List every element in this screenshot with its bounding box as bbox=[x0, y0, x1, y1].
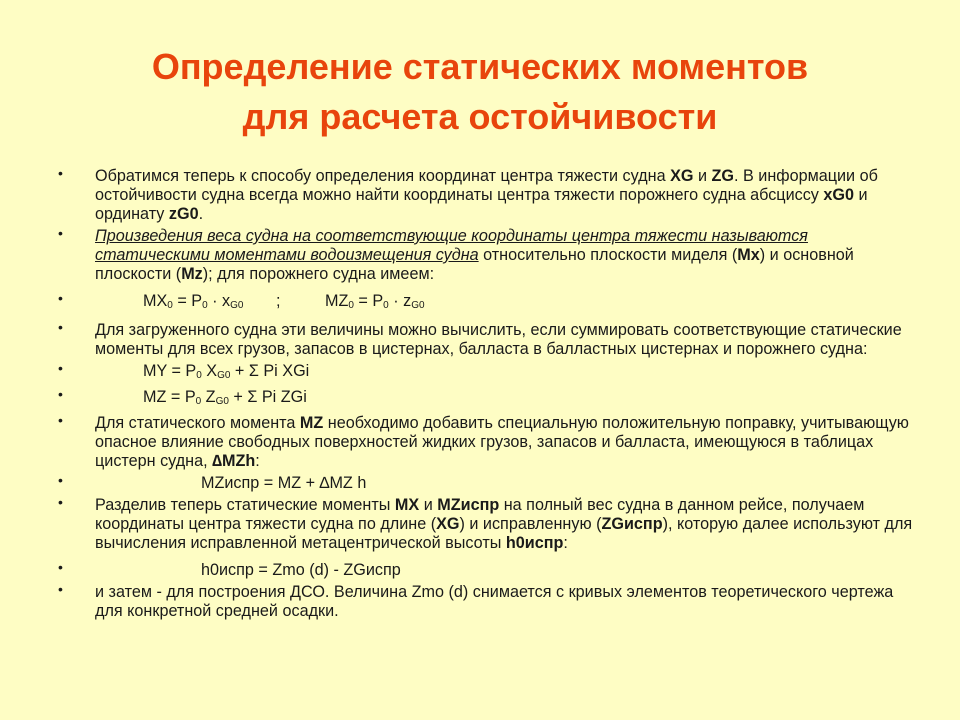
subscript: 0 bbox=[195, 396, 202, 407]
term-h0-corrected: h0испр bbox=[505, 534, 564, 552]
subscript: G0 bbox=[215, 396, 229, 407]
term-mz-corrected: MZиспр bbox=[437, 496, 500, 514]
text: и затем - для построения ДСО. Величина Zmo (d) снимается с кривых элементов теоретического чертежа для конкретной средней осадки. bbox=[95, 583, 894, 620]
term-dmzh: ∆MZh bbox=[212, 452, 256, 470]
formula-empty-ship bbox=[58, 287, 918, 315]
bullet-list bbox=[58, 167, 918, 624]
bullet-icon: • bbox=[58, 386, 63, 402]
text: на полный вес судна в данном рейсе, получаем координаты центра тяжести судна по длине ( bbox=[95, 496, 865, 533]
term-mz: Mz bbox=[181, 265, 203, 283]
formula-h0-corrected bbox=[58, 556, 918, 580]
bullet-icon: • bbox=[58, 494, 63, 510]
bullet-icon: • bbox=[58, 559, 63, 575]
text: MX bbox=[143, 292, 168, 310]
text: Для загруженного судна эти величины можно вычислить, если суммировать соответствующие статические моменты для всех грузов, запасов в цистернах, балласта в балластных цистернах и порожнего судна: bbox=[95, 321, 902, 358]
text: Разделив теперь статические моменты bbox=[95, 496, 395, 514]
text: и bbox=[693, 167, 712, 185]
term-mx: Mx bbox=[737, 246, 760, 264]
text: + Σ Pi XGi bbox=[230, 362, 310, 380]
term-mx: MX bbox=[394, 496, 420, 514]
bullet-item bbox=[58, 414, 918, 471]
formula-mz-corrected bbox=[58, 474, 918, 493]
bullet-icon: • bbox=[58, 412, 63, 428]
text: ) и исправленную ( bbox=[459, 515, 602, 533]
bullet-item bbox=[58, 496, 918, 553]
title-line-2: для расчета остойчивости bbox=[242, 96, 718, 137]
text: Для статического момента bbox=[95, 414, 300, 432]
bullet-icon: • bbox=[58, 165, 63, 181]
text: = P bbox=[172, 292, 203, 310]
subscript: 0 bbox=[383, 300, 389, 311]
text: Z bbox=[201, 388, 216, 406]
term-zg-corrected: ZGиспр bbox=[601, 515, 663, 533]
text: · z bbox=[388, 292, 412, 310]
text: : bbox=[563, 534, 568, 552]
term-mz: MZ bbox=[299, 414, 324, 432]
formula-mz0 bbox=[285, 292, 425, 310]
separator: ; bbox=[275, 292, 281, 310]
bullet-icon: • bbox=[58, 290, 63, 306]
bullet-item bbox=[58, 583, 918, 621]
bullet-item bbox=[58, 227, 918, 284]
text: MZ = P bbox=[143, 388, 196, 406]
subscript: G0 bbox=[217, 370, 231, 381]
slide-title bbox=[0, 42, 960, 142]
text: X bbox=[201, 362, 218, 380]
subscript: 0 bbox=[196, 370, 202, 381]
bullet-icon: • bbox=[58, 581, 63, 597]
bullet-icon: • bbox=[58, 360, 63, 376]
title-line-1: Определение статических моментов bbox=[151, 46, 809, 87]
text: ) и основной плоскости ( bbox=[95, 246, 854, 283]
bullet-icon: • bbox=[58, 225, 63, 241]
text: h0испр = Zmo (d) - ZGиспр bbox=[201, 561, 401, 579]
subscript: 0 bbox=[348, 300, 354, 311]
subscript: 0 bbox=[202, 300, 208, 311]
term-zg: ZG bbox=[711, 167, 734, 185]
formula-mz bbox=[58, 388, 918, 411]
subscript: G0 bbox=[411, 300, 425, 311]
formula-my bbox=[58, 362, 918, 385]
formula-mx0 bbox=[95, 292, 243, 310]
text: + Σ Pi ZGi bbox=[228, 388, 307, 406]
term-xg: XG bbox=[436, 515, 460, 533]
text: : bbox=[255, 452, 260, 470]
text: . bbox=[198, 205, 204, 223]
bullet-item bbox=[58, 167, 918, 224]
text: MY = P bbox=[143, 362, 197, 380]
underlined-definition: Произведения веса судна на соответствующие координаты центра тяжести называются статическими моментами водоизмещения судна bbox=[95, 227, 808, 264]
text: и bbox=[419, 496, 438, 514]
term-zg0: zG0 bbox=[168, 205, 199, 223]
bullet-icon: • bbox=[58, 472, 63, 488]
text: MZиспр = MZ + ∆MZ h bbox=[201, 474, 367, 492]
text: = P bbox=[353, 292, 384, 310]
subscript: G0 bbox=[230, 300, 244, 311]
text: . В информации об остойчивости судна всегда можно найти координаты центра тяжести порожнего судна абсциссу bbox=[95, 167, 878, 204]
subscript: 0 bbox=[167, 300, 173, 311]
text: ); для порожнего судна имеем: bbox=[202, 265, 435, 283]
text: Обратимся теперь к способу определения координат центра тяжести судна bbox=[95, 167, 671, 185]
text: необходимо добавить специальную положительную поправку, учитывающую опасное влияние свободных поверхностей жидких грузов, запасов и балласта, имеющуюся в таблицах цистерн судна, bbox=[95, 414, 909, 470]
text: ), которую далее используют для вычисления исправленной метацентрической высоты bbox=[95, 515, 913, 552]
term-xg: XG bbox=[670, 167, 694, 185]
term-xg0: xG0 bbox=[823, 186, 855, 204]
text: · x bbox=[207, 292, 231, 310]
text: MZ bbox=[324, 292, 349, 310]
text: относительно плоскости миделя ( bbox=[478, 246, 738, 264]
bullet-icon: • bbox=[58, 319, 63, 335]
bullet-item bbox=[58, 321, 918, 359]
text: и ординату bbox=[95, 186, 868, 223]
